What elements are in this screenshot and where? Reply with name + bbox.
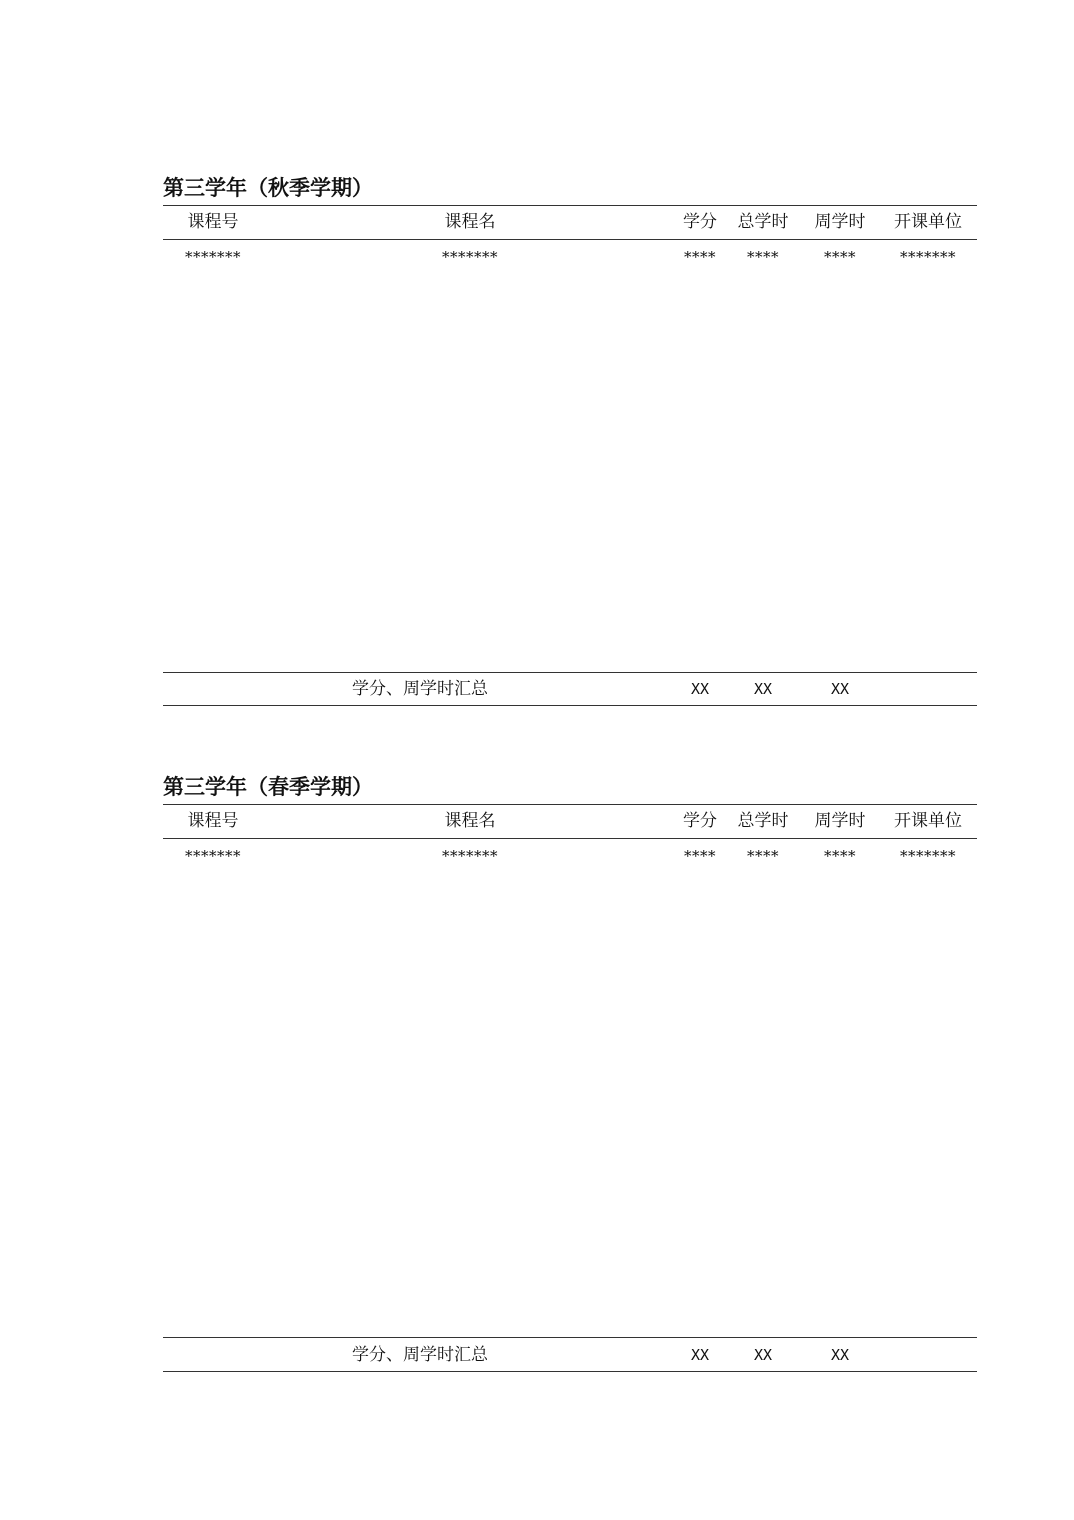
header-weekly-hours: 周学时 [814, 811, 866, 831]
summary-weekly-hours: XX [830, 680, 850, 698]
cell-course-code: ******* [185, 847, 241, 865]
header-offering-unit: 开课单位 [894, 212, 962, 232]
header-course-code: 课程号 [187, 212, 239, 232]
cell-offering-unit: ******* [900, 847, 956, 865]
header-course-code: 课程号 [187, 811, 239, 831]
cell-total-hours: **** [747, 248, 779, 266]
summary-credit: XX [690, 1346, 710, 1364]
cell-course-code: ******* [185, 248, 241, 266]
cell-weekly-hours: **** [824, 248, 856, 266]
summary-label: 学分、周学时汇总 [352, 1345, 488, 1365]
summary-weekly-hours: XX [830, 1346, 850, 1364]
summary-total-hours: XX [753, 1346, 773, 1364]
header-bottom-rule [163, 838, 977, 839]
header-course-name: 课程名 [444, 811, 496, 831]
cell-total-hours: **** [747, 847, 779, 865]
table-top-rule [163, 205, 977, 206]
cell-weekly-hours: **** [824, 847, 856, 865]
header-credit: 学分 [683, 212, 717, 232]
summary-credit: XX [690, 680, 710, 698]
cell-credit: **** [684, 248, 716, 266]
cell-offering-unit: ******* [900, 248, 956, 266]
summary-label: 学分、周学时汇总 [352, 679, 488, 699]
summary-top-rule [163, 1337, 977, 1338]
summary-total-hours: XX [753, 680, 773, 698]
table-top-rule [163, 804, 977, 805]
header-bottom-rule [163, 239, 977, 240]
header-total-hours: 总学时 [737, 811, 789, 831]
header-total-hours: 总学时 [737, 212, 789, 232]
header-weekly-hours: 周学时 [814, 212, 866, 232]
summary-top-rule [163, 672, 977, 673]
header-offering-unit: 开课单位 [894, 811, 962, 831]
summary-bottom-rule [163, 705, 977, 706]
semester-title-autumn: 第三学年（秋季学期） [163, 176, 373, 200]
summary-bottom-rule [163, 1371, 977, 1372]
cell-course-name: ******* [442, 847, 498, 865]
header-credit: 学分 [683, 811, 717, 831]
cell-credit: **** [684, 847, 716, 865]
cell-course-name: ******* [442, 248, 498, 266]
header-course-name: 课程名 [444, 212, 496, 232]
semester-title-spring: 第三学年（春季学期） [163, 775, 373, 799]
